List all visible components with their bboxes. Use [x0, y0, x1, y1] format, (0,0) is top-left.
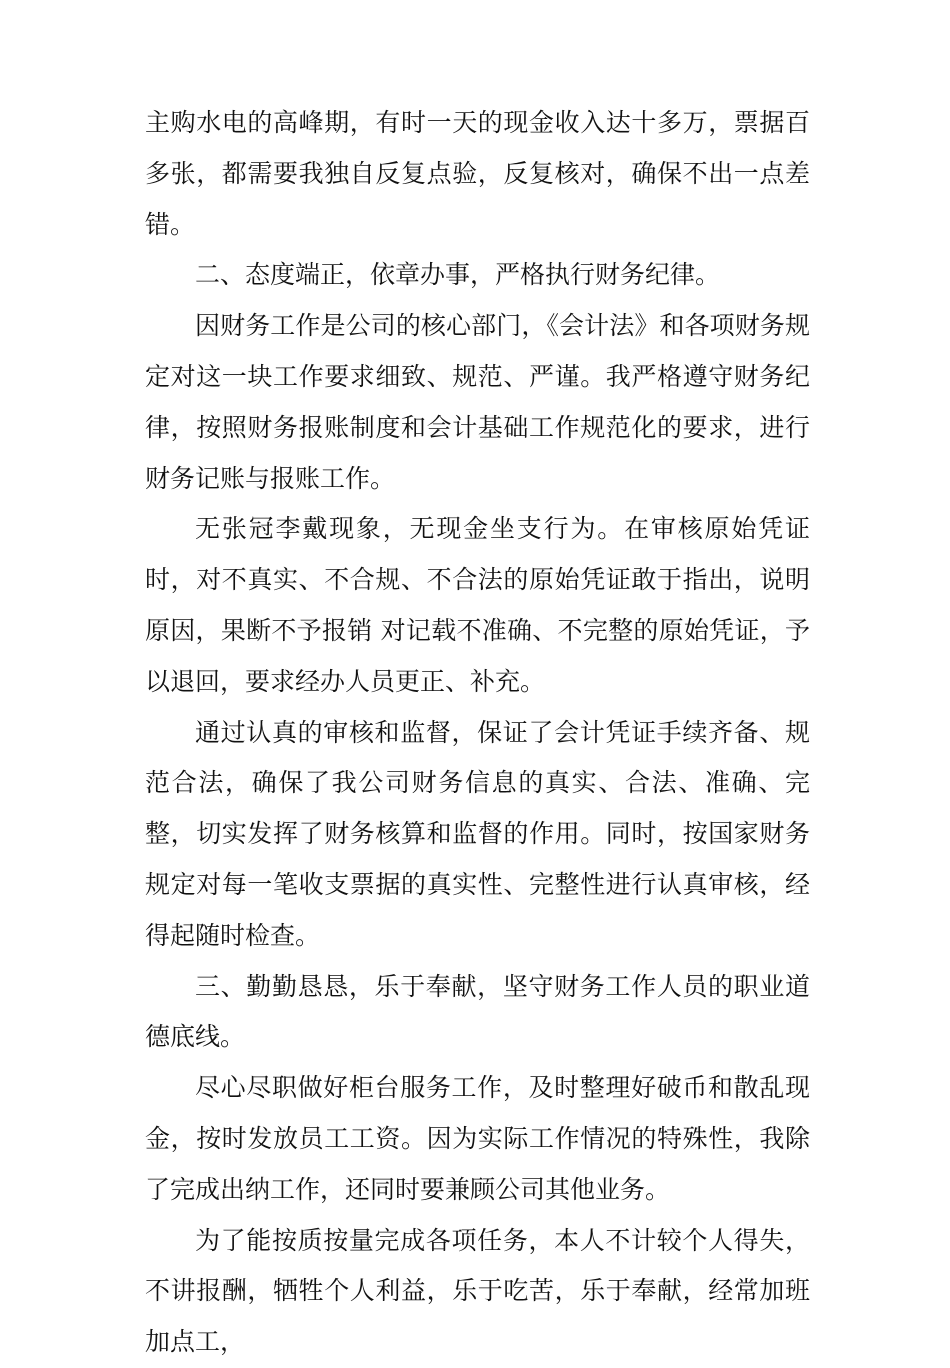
paragraph: 尽心尽职做好柜台服务工作，及时整理好破币和散乱现金，按时发放员工工资。因为实际工作情况的特殊性，我除了完成出纳工作，还同时要兼顾公司其他业务。 [145, 1073, 810, 1204]
heading-section-two: 二、态度端正，依章办事，严格执行财务纪律。 [195, 260, 721, 290]
paragraph: 因财务工作是公司的核心部门，《会计法》和各项财务规定对这一块工作要求细致、规范、严谨。我严格遵守财务纪律，按照财务报账制度和会计基础工作规范化的要求，进行财务记账与报账工作。 [145, 311, 810, 493]
paragraph: 通过认真的审核和监督，保证了会计凭证手续齐备、规范合法，确保了我公司财务信息的真实、合法、准确、完整，切实发挥了财务核算和监督的作用。同时，按国家财务规定对每一笔收支票据的真实性、完整性进行认真审核，经得起随时检查。 [145, 717, 810, 950]
paragraph-continuation: 主购水电的高峰期，有时一天的现金收入达十多万，票据百多张，都需要我独自反复点验，反复核对，确保不出一点差错。 [145, 108, 810, 239]
paragraph: 无张冠李戴现象，无现金坐支行为。在审核原始凭证时，对不真实、不合规、不合法的原始凭证敢于指出，说明原因，果断不予报销 对记载不准确、不完整的原始凭证，予以退回，要求经办人员更正、补充。 [145, 514, 810, 696]
heading-section-three: 三、勤勤恳恳，乐于奉献，坚守财务工作人员的职业道德底线。 [145, 971, 810, 1052]
paragraph: 为了能按质按量完成各项任务，本人不计较个人得失，不讲报酬，牺牲个人利益，乐于吃苦，乐于奉献，经常加班加点工， [145, 1225, 810, 1357]
document-page [145, 98, 810, 1368]
